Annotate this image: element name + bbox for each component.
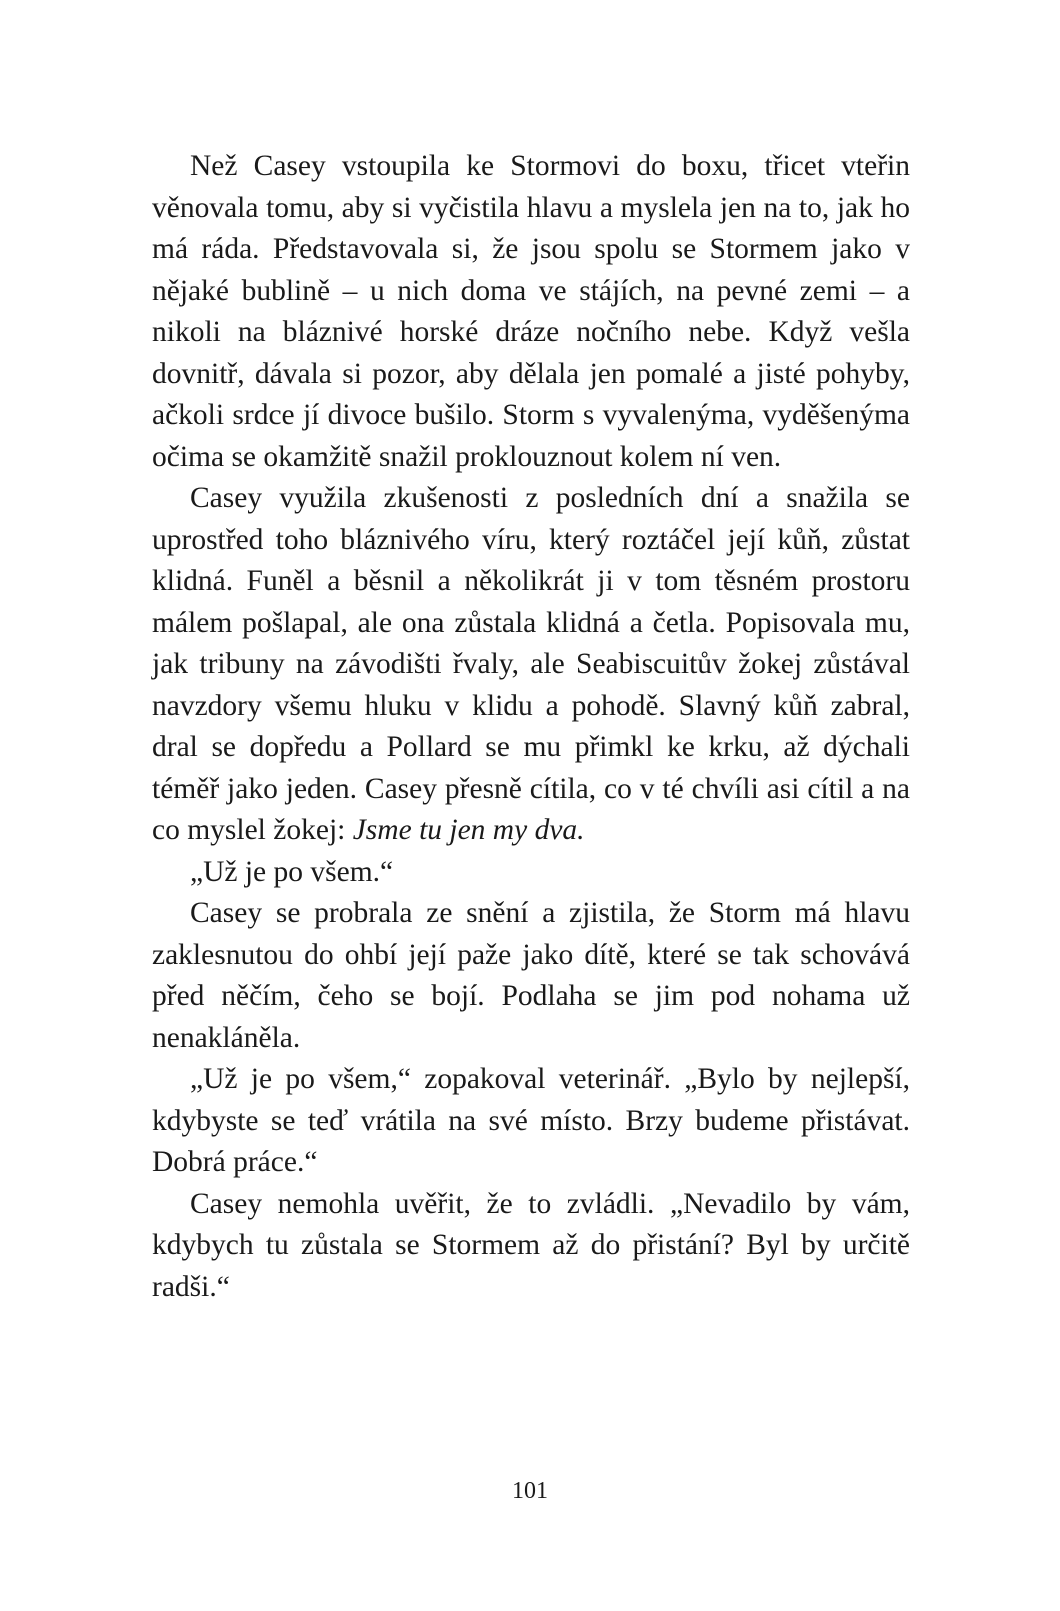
paragraph-1: Než Casey vstoupila ke Stormovi do boxu, třicet vteřin věnovala tomu, aby si vyčistila hlavu a myslela jen na to, jak ho má ráda. Představovala si, že jsou spolu se Stormem jako v nějaké bublině – u nich doma ve stájích, na pevné zemi – a nikoli na bláznivé horské dráze nočního nebe. Když vešla dovnitř, dávala si pozor, aby dělala jen pomalé a jisté pohyby, ačkoli srdce jí divoce bušilo. Storm s vyvalenýma, vyděšenýma očima se okamžitě snažil proklouznout kolem ní ven.	[152, 150, 910, 473]
paragraph-4: Casey se probrala ze snění a zjistila, že Storm má hlavu zaklesnutou do ohbí její paže jako dítě, které se tak schovává před něčím, čeho se bojí. Podlaha se jim pod nohama už nenakláněla.	[152, 897, 910, 1054]
paragraph-2-italic-thought: Jsme tu jen my dva.	[352, 814, 585, 846]
paragraph-6: Casey nemohla uvěřit, že to zvládli. „Nevadilo by vám, kdybych tu zůstala se Stormem až do přistání? Byl by určitě radši.“	[152, 1187, 910, 1303]
paragraph-5: „Už je po všem,“ zopakoval veterinář. „Bylo by nejlepší, kdybyste se teď vrátila na své místo. Brzy budeme přistávat. Dobrá práce.“	[152, 1063, 910, 1178]
paragraph-3: „Už je po všem.“	[190, 855, 394, 888]
paragraph-2	[152, 478, 910, 852]
page-number: 101	[512, 1478, 548, 1504]
body-text	[152, 146, 910, 1308]
paragraph-2-text: Casey využila zkušenosti z posledních dní a snažila se uprostřed toho bláznivého víru, který roztáčel její kůň, zůstat klidná. Funěl a běsnil a několikrát ji v tom těsném prostoru málem pošlapal, ale ona zůstala klidná a četla. Popisovala mu, jak tribuny na závodišti řvaly, ale Seabiscuitův žokej zůstával navzdory všemu hluku v klidu a pohodě. Slavný kůň zabral, dral se dopředu a Pollard se mu přimkl ke krku, až dýchali téměř jako jeden. Casey přesně cítila, co v té chvíli asi cítil a na co myslel žokej:	[152, 482, 910, 846]
